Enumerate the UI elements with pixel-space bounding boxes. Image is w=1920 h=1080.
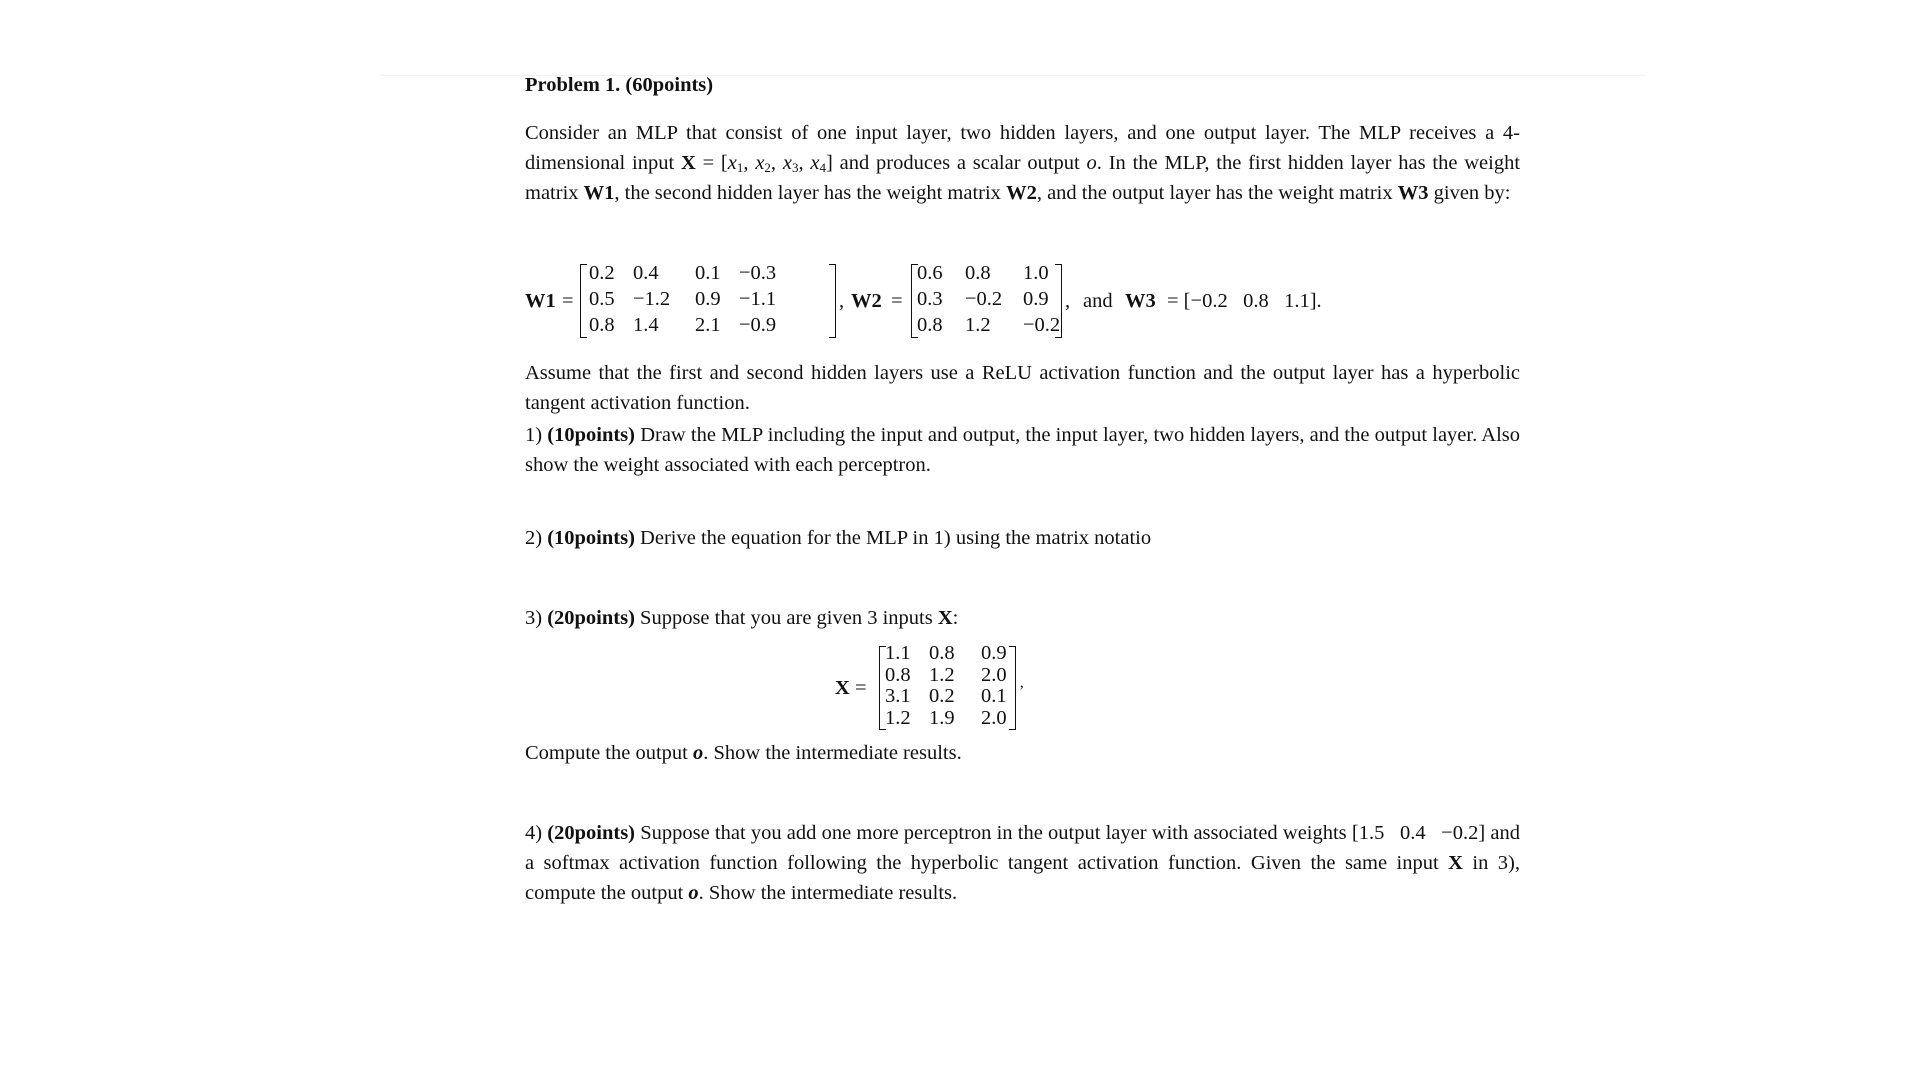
x-cell-r4-c1: 1.2	[885, 706, 911, 729]
w2-bracket-right	[1055, 264, 1062, 338]
w2-cell-r2-c3: 0.9	[1023, 288, 1049, 310]
w1-cell-r3-c2: 1.4	[633, 314, 659, 336]
x-matrix-equation	[835, 643, 1035, 743]
w2-label: W2	[851, 290, 882, 312]
w1-cell-r2-c2: −1.2	[633, 288, 671, 310]
intro-paragraph: Consider an MLP that consist of one input layer, two hidden layers, and one output layer. The MLP receives a 4-dimensional input $X = [x_1$, $x_2$, $x_3$, $x_4$] and produces a scalar output o. In the MLP, the first hidden layer has the weight matrix W1, the second hidden layer has the weight matrix W2, and the output layer has the weight matrix W3 given by:	[525, 122, 1521, 204]
w2-equals: =	[891, 290, 903, 312]
x-cell-r2-c2: 1.2	[929, 663, 955, 686]
question-4: 4) (20points) Suppose that you add one more perceptron in the output layer with associated weights [1.5 0.4 −0.2] and a softmax activation function following the hyperbolic tangent activation function. Given the same input X in 3), compute the output o. Show the intermediate results.	[525, 822, 1526, 904]
assumption-paragraph: Assume that the first and second hidden layers use a ReLU activation function and the output layer has a hyperbolic tangent activation function.	[525, 362, 1520, 414]
x-label: X	[835, 677, 850, 699]
w1-bracket-right	[829, 264, 836, 338]
x-cell-r2-c3: 2.0	[981, 663, 1007, 686]
x-cell-r2-c1: 0.8	[885, 663, 911, 686]
w2-matrix	[917, 260, 1063, 338]
w1-comma: ,	[839, 290, 845, 312]
w2-cell-r2-c1: 0.3	[917, 288, 943, 310]
w1-equals: =	[562, 290, 574, 312]
w1-label: W1	[525, 290, 556, 312]
x-cell-r3-c2: 0.2	[929, 685, 955, 707]
w1-bracket-left	[580, 264, 587, 338]
w1-cell-r2-c3: 0.9	[695, 288, 721, 310]
x-trailing-mark: ’	[1019, 683, 1025, 700]
x-cell-r3-c3: 0.1	[981, 685, 1007, 707]
w2-cell-r1-c1: 0.6	[917, 262, 943, 284]
question-1: 1) (10points) Draw the MLP including the input and output, the input layer, two hidden layers, and the output layer. Also show the weight associated with each perceptron.	[525, 424, 1520, 476]
x-cell-r1-c2: 0.8	[929, 642, 955, 664]
w1-cell-r3-c4: −0.9	[739, 314, 777, 336]
w2-cell-r2-c2: −0.2	[965, 288, 1003, 310]
w2-cell-r1-c3: 1.0	[1023, 262, 1049, 284]
w1-cell-r1-c4: −0.3	[739, 262, 777, 284]
w1-cell-r1-c1: 0.2	[589, 262, 615, 284]
w2-cell-r3-c1: 0.8	[917, 314, 943, 336]
x-matrix	[885, 643, 1015, 729]
and-text: and	[1083, 290, 1113, 312]
w1-cell-r3-c3: 2.1	[695, 314, 721, 336]
q3-compute-line: Compute the output o. Show the intermediate results.	[525, 742, 962, 764]
w1-cell-r1-c3: 0.1	[695, 262, 721, 284]
w1-cell-r1-c2: 0.4	[633, 262, 659, 284]
w2-cell-r3-c3: −0.2	[1023, 314, 1061, 336]
w3-label: W3	[1125, 290, 1156, 312]
w2-cell-r3-c2: 1.2	[965, 314, 991, 336]
x-equals: =	[855, 677, 867, 699]
w1-matrix	[589, 260, 791, 338]
x-bracket-right	[1009, 646, 1016, 730]
x-cell-r4-c2: 1.9	[929, 706, 955, 729]
w2-comma: ,	[1065, 290, 1071, 312]
w1-cell-r2-c1: 0.5	[589, 288, 615, 310]
x-cell-r1-c1: 1.1	[885, 642, 911, 664]
question-3: 3) (20points) Suppose that you are given 3 inputs X:	[525, 607, 959, 629]
question-2: 2) (10points) Derive the equation for the MLP in 1) using the matrix notatio	[525, 527, 1152, 549]
w1-cell-r2-c4: −1.1	[739, 288, 777, 310]
weight-matrices-equation	[525, 260, 1520, 340]
x-cell-r4-c3: 2.0	[981, 706, 1007, 729]
w2-cell-r1-c2: 0.8	[965, 262, 991, 284]
w1-cell-r3-c1: 0.8	[589, 314, 615, 336]
x-cell-r1-c3: 0.9	[981, 642, 1007, 664]
problem-title: Problem 1. (60points)	[525, 74, 714, 96]
x-cell-r3-c1: 3.1	[885, 685, 911, 707]
w3-value: = [−0.2 0.8 1.1].	[1167, 290, 1322, 312]
